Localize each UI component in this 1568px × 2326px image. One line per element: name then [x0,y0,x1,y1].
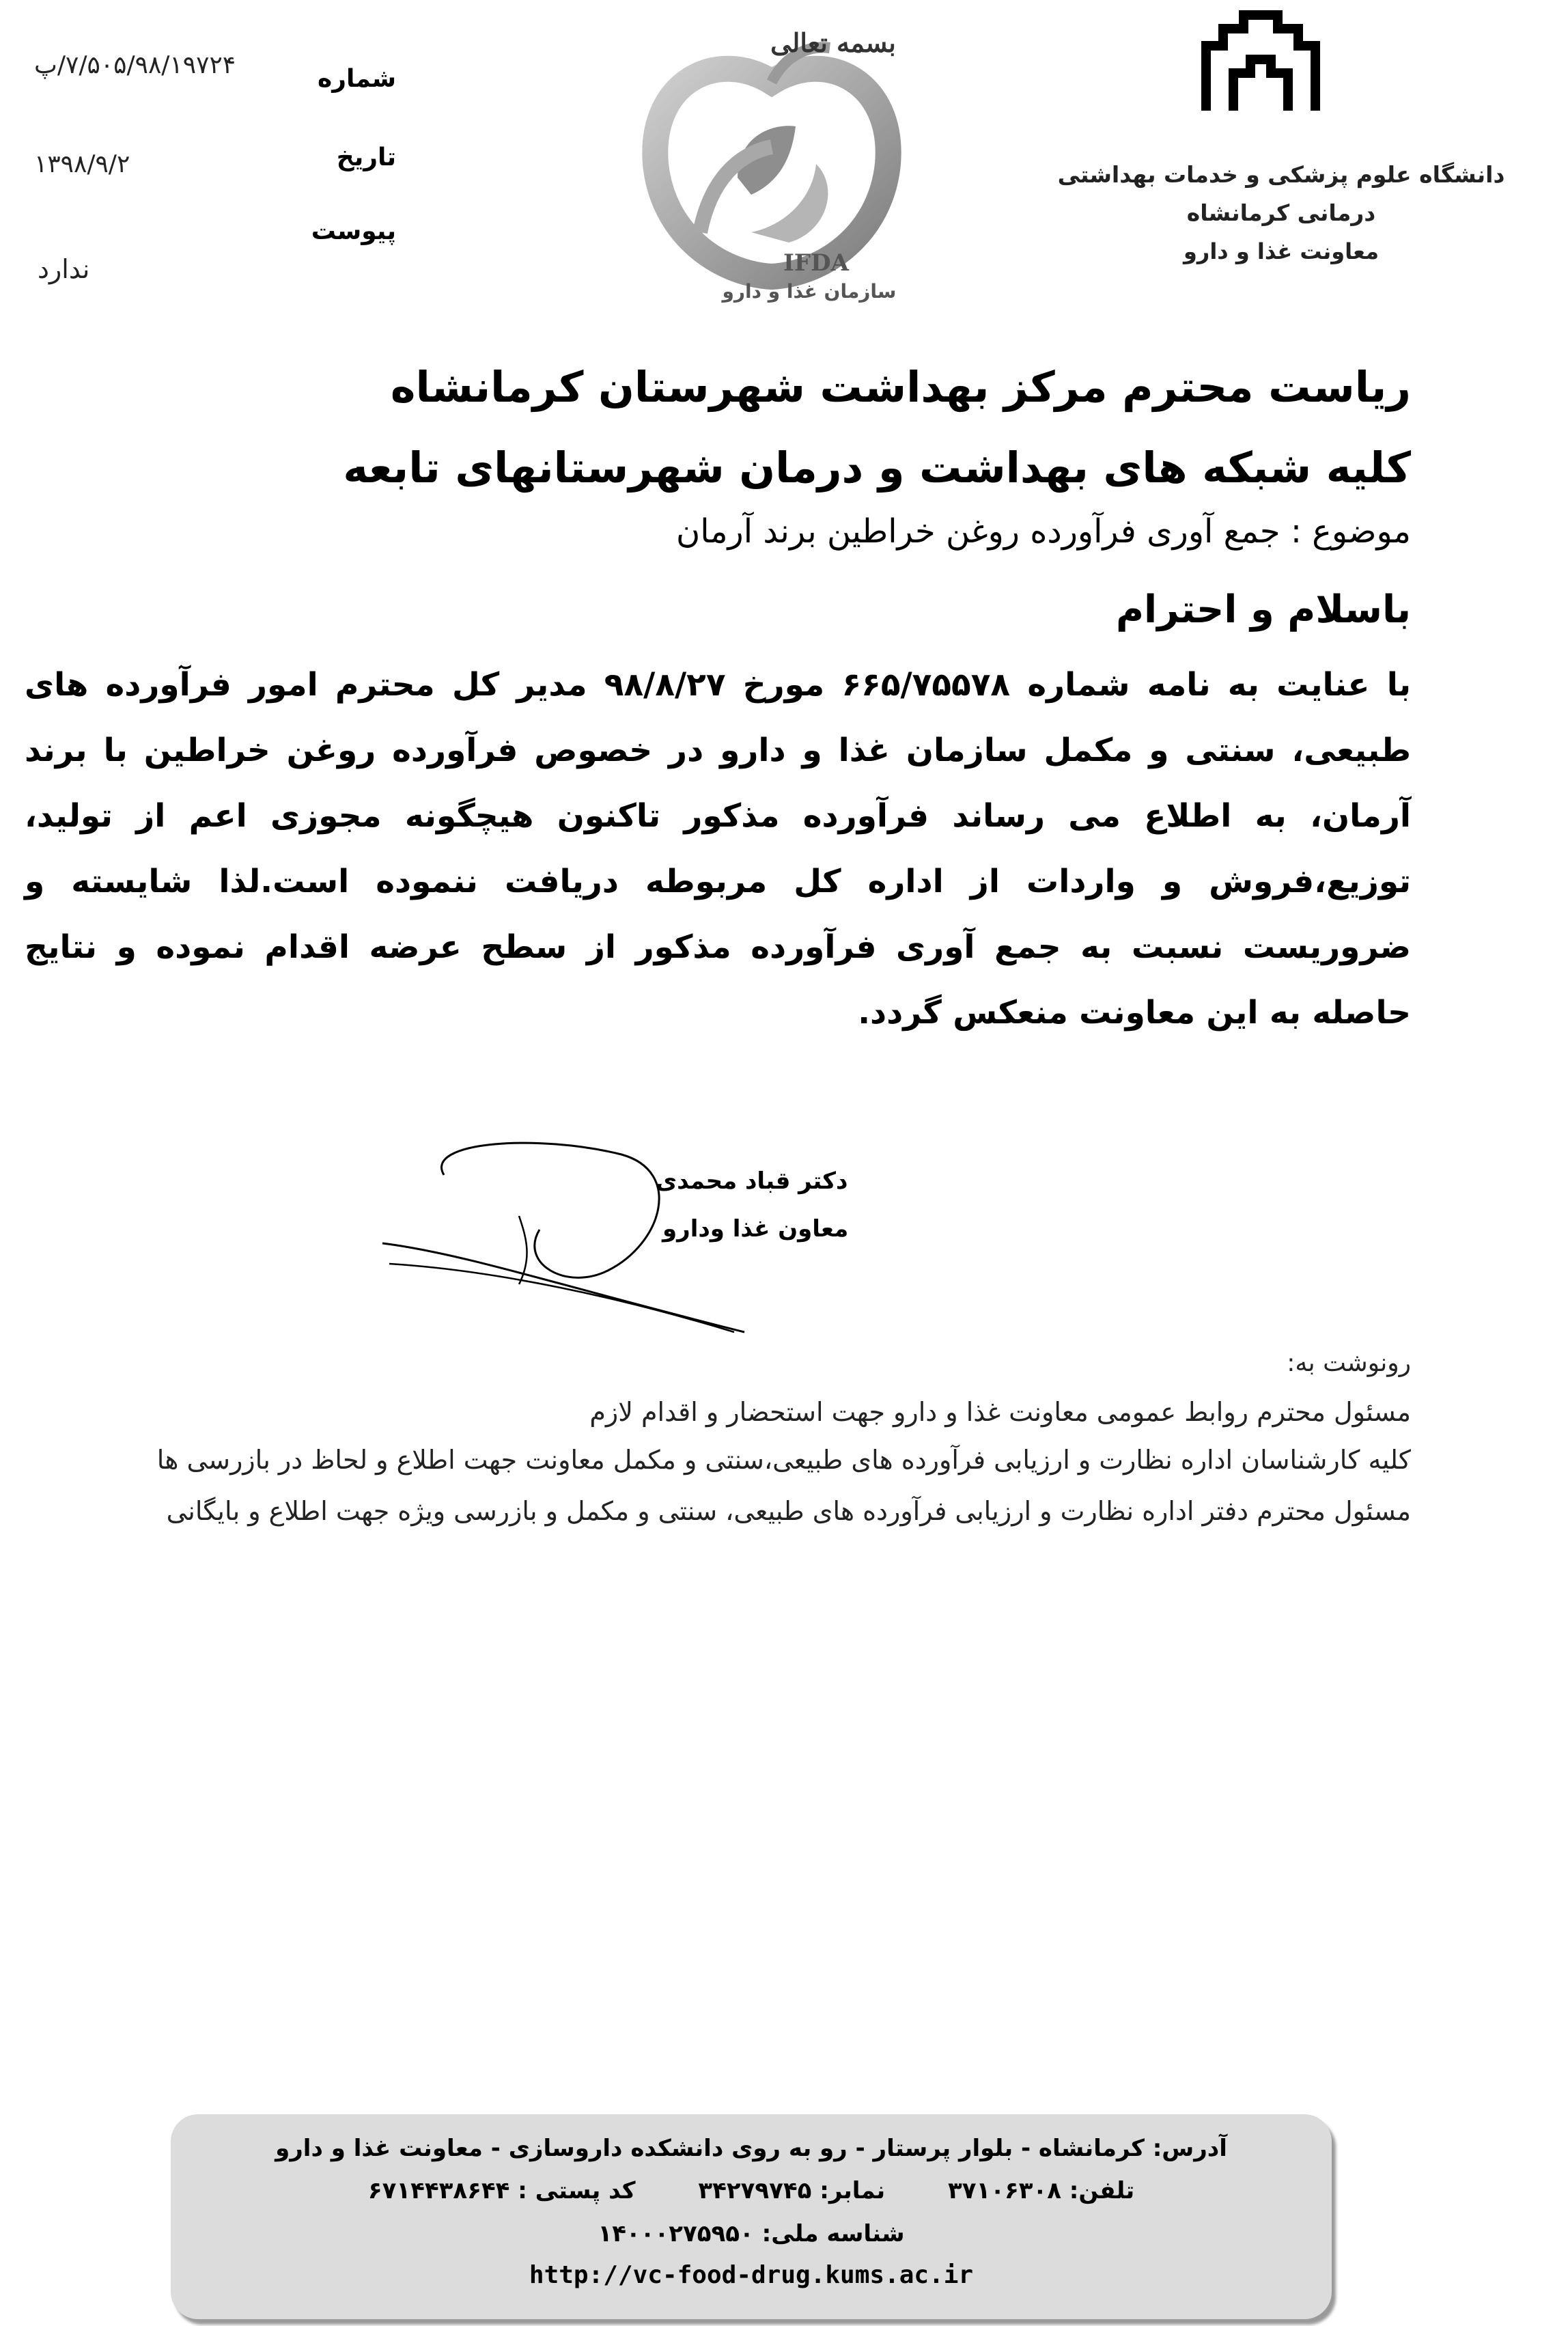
footer-national-id: شناسه ملی: ۱۴۰۰۰۲۷۵۹۵۰ [598,2220,905,2247]
greeting: باسلام و احترام [1116,587,1411,632]
footer-box [171,2114,1332,2319]
letter-number: ۷/۵۰۵/۹۸/۱۹۷۲۴/پ [34,51,236,79]
date-label: تاریخ [336,143,396,171]
letter-body-paragraph: با عنایت به نامه شماره ۶۶۵/۷۵۵۷۸ مورخ ۹۸/۸/۲۷ مدیر کل محترم امور فرآورده های طبیعی، سنتی و مکمل سازمان غذا و دارو در خصوص فرآورده روغن خراطین با برند آرمان، به اطلاع می رساند فرآورده مذکور تاکنون هیچگونه مجوزی اعم از تولید، توزیع،فروش و واردات از اداره کل مربوطه دریافت ننموده است.لذا شایسته و ضروریست نسبت به جمع آوری فرآورده مذکور از سطح عرضه اقدام نموده و نتایج حاصله به این معاونت منعکس گردد. [25,666,1411,1032]
attachment-label: پیوست [311,217,396,245]
footer-website-link[interactable]: http://vc-food-drug.kums.ac.ir [529,2261,974,2289]
attachment-value: ندارد [38,254,90,284]
university-name [1022,156,1541,271]
university-logo-icon [1192,8,1329,114]
number-label: شماره [317,65,396,93]
deputy-name-line: معاونت غذا و دارو [1184,238,1379,264]
footer-fax: نمابر: ۳۴۲۷۹۷۴۵ [698,2177,886,2204]
cc-line: مسئول محترم دفتر اداره نظارت و ارزیابی فرآورده های طبیعی، سنتی و مکمل و بازرسی ویژه جهت اطلاع و بایگانی [166,1496,1411,1526]
ifda-abbreviation: IFDA [783,249,849,277]
footer-postal-code: کد پستی : ۶۷۱۴۴۳۸۶۴۴ [367,2177,636,2204]
university-name-line: دانشگاه علوم پزشکی و خدمات بهداشتی درمانی کرمانشاه [1057,161,1505,226]
footer-phone: تلفن: ۳۷۱۰۶۳۰۸ [947,2177,1135,2204]
signature-icon [362,1127,849,1353]
cc-label: رونوشت به: [1287,1349,1411,1377]
signature-name: دکتر قباد محمدی [656,1167,848,1195]
recipient-line-1: ریاست محترم مرکز بهداشت شهرستان کرمانشاه [390,362,1411,412]
recipient-line-2: کلیه شبکه های بهداشت و درمان شهرستانهای تابعه [343,443,1411,493]
bismillah-header: بسمه تعالی [770,27,896,58]
ifda-full-name: سازمان غذا و دارو [722,280,897,303]
cc-line: کلیه کارشناسان اداره نظارت و ارزیابی فرآورده های طبیعی،سنتی و مکمل معاونت جهت اطلاع و لحاظ در بازرسی ها [156,1445,1411,1475]
cc-line: مسئول محترم روابط عمومی معاونت غذا و دارو جهت استحضار و اقدام لازم [589,1397,1411,1427]
letter-subject: موضوع : جمع آوری فرآورده روغن خراطین برند آرمان [675,512,1411,551]
signature-title: معاون غذا ودارو [662,1215,849,1243]
footer-address: آدرس: کرمانشاه - بلوار پرستار - رو به روی دانشکده داروسازی - معاونت غذا و دارو [275,2135,1227,2162]
letter-date: ۱۳۹۸/۹/۲ [34,150,130,178]
footer-contacts [171,2177,1332,2204]
